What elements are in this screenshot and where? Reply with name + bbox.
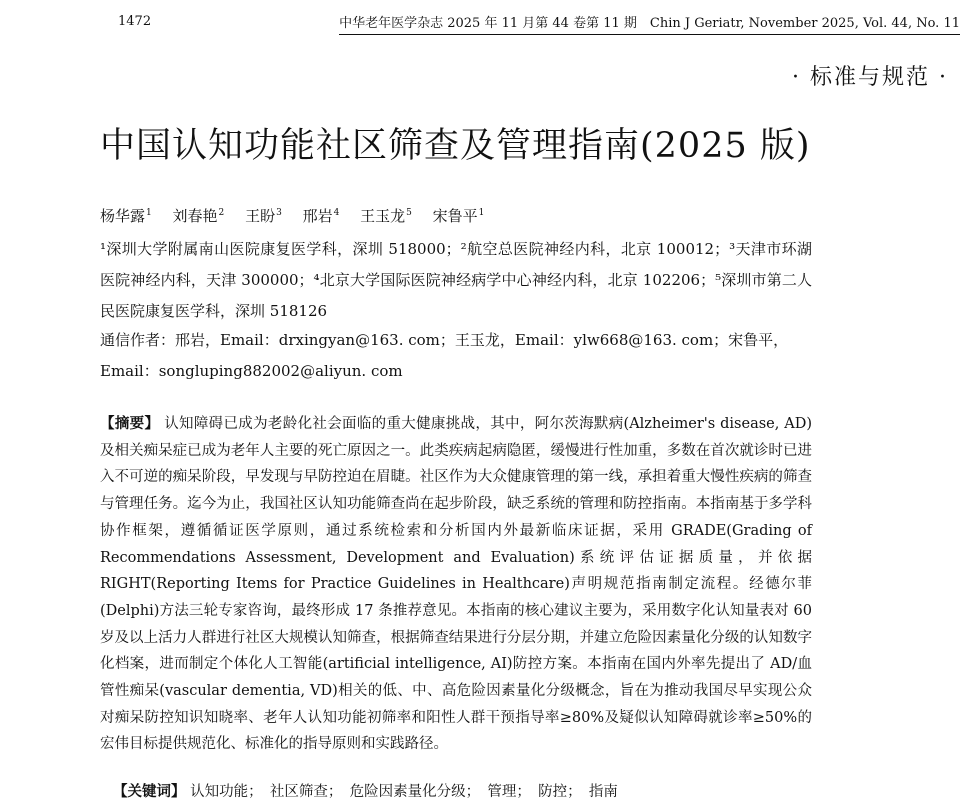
affiliations-text: ¹深圳大学附属南山医院康复医学科，深圳 518000；²航空总医院神经内科，北京 100012；³天津市环湖医院神经内科，天津 300000；⁴北京大学国际医院神经病学中心神经内科，北京 102206；⁵深圳市第二人民医院康复医学科，深圳 518126 xyxy=(100,240,812,320)
author xyxy=(360,207,412,225)
author-affiliation-index: 5 xyxy=(406,208,412,218)
author xyxy=(100,207,152,225)
author xyxy=(303,207,340,225)
author xyxy=(245,207,282,225)
correspondence: 通信作者：邢岩，Email：drxingyan@163. com；王玉龙，Email：ylw668@163. com；宋鲁平，Email：songluping882002@aliyun. com xyxy=(100,331,789,380)
author-name: 王玉龙 xyxy=(360,207,406,225)
abstract-label: 【摘要】 xyxy=(100,415,160,432)
page-number: 1472 xyxy=(118,14,152,29)
author-affiliation-index: 4 xyxy=(333,208,340,218)
author-list xyxy=(100,205,500,226)
author-name: 宋鲁平 xyxy=(432,207,478,225)
journal-citation: 中华老年医学杂志 2025 年 11 月第 44 卷第 11 期 Chin J Geriatr, November 2025, Vol. 44, No. 11 xyxy=(339,12,960,35)
author-name: 邢岩 xyxy=(302,207,333,225)
author-affiliation-index: 1 xyxy=(478,208,485,218)
section-label: · 标准与规范 · xyxy=(792,65,948,90)
author-name: 杨华露 xyxy=(100,207,146,225)
abstract-text: 认知障碍已成为老龄化社会面临的重大健康挑战，其中，阿尔茨海默病(Alzheimer's disease, AD)及相关痴呆症已成为老年人主要的死亡原因之一。此类疾病起病隐匿，缓慢进行性加重，多数在首次就诊时已进入不可逆的痴呆阶段，早发现与早防控迫在眉睫。社区作为大众健康管理的第一线，承担着重大慢性疾病的筛查与管理任务。迄今为止，我国社区认知功能筛查尚在起步阶段，缺乏系统的管理和防控指南。本指南基于多学科协作框架，遵循循证医学原则，通过系统检索和分析国内外最新临床证据，采用 GRADE(Grading of Recommendations Assessment, Development and Evaluation)系统评估证据质量，并依据 RIGHT(Reporting Items for Practice Guidelines in Healthcare)声明规范指南制定流程。经德尔菲(Delphi)方法三轮专家咨询，最终形成 17 条推荐意见。本指南的核心建议主要为，采用数字化认知量表对 60 岁及以上活力人群进行社区大规模认知筛查，根据筛查结果进行分层分期，并建立危险因素量化分级的认知数字化档案，进而制定个体化人工智能(artificial intelligence, AI)防控方案。本指南在国内外率先提出了 AD/血管性痴呆(vascular dementia, VD)相关的低、中、高危险因素量化分级概念，旨在为推动我国尽早实现公众对痴呆防控知识知晓率、老年人认知功能初筛率和阳性人群干预指导率≥80%及疑似认知障碍就诊率≥50%的宏伟目标提供规范化、标准化的指导原则和实践路径。 xyxy=(100,416,813,753)
keywords-label: 【关键词】 xyxy=(113,783,186,800)
author-affiliation-index: 3 xyxy=(276,208,282,218)
author xyxy=(173,207,225,225)
author xyxy=(433,207,485,225)
abstract xyxy=(100,411,812,758)
affiliations xyxy=(100,234,812,327)
author-affiliation-index: 2 xyxy=(218,208,225,218)
author-name: 王盼 xyxy=(245,207,276,225)
author-affiliation-index: 1 xyxy=(146,208,152,218)
keywords xyxy=(113,780,618,801)
keywords-text: 认知功能； 社区筛查； 危险因素量化分级； 管理； 防控； 指南 xyxy=(190,784,618,800)
article-title: 中国认知功能社区筛查及管理指南(2025 版) xyxy=(100,126,811,166)
running-header xyxy=(0,0,970,40)
author-name: 刘春艳 xyxy=(172,207,218,225)
